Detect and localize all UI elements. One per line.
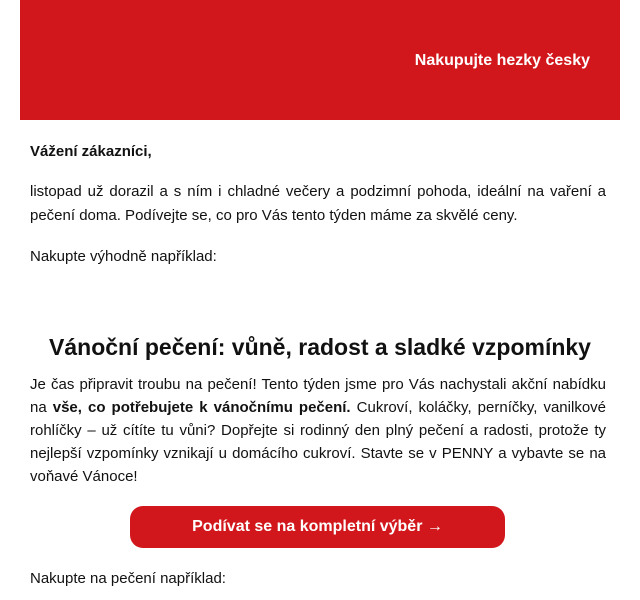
shop-lead-text: Nakupte výhodně například: [30,248,217,265]
baking-lead-text: Nakupte na pečení například: [30,570,226,587]
view-full-selection-button[interactable] [130,506,505,548]
cta-button-label: Podívat se na kompletní výběr → [192,518,443,535]
section-title: Vánoční pečení: vůně, radost a sladké vzpomínky [49,334,591,360]
intro-section [30,143,606,265]
section-body-text-1: Je čas připravit troubu na pečení! Tento týden jsme pro Vás nachystali akční nabídku na [30,376,606,416]
header-banner [20,0,620,120]
section-body-text-2: Cukroví, koláčky, perníčky, vanilkové rohlíčky – už cítíte tu vůni? Dopřejte si rodinný den plný pečení a radosti, protože ty nejlepší vzpomínky vznikají u domácího cukroví. Stavte se v PENNY a vybavte se na voňavé Vánoce! [30,399,606,485]
greeting: Vážení zákazníci, [30,143,152,160]
header-tagline: Nakupujte hezky česky [414,52,590,69]
section-body [30,373,606,488]
section-body-bold: vše, co potřebujete k vánočnímu pečení. [52,399,351,416]
intro-paragraph: listopad už dorazil a s ním i chladné večery a podzimní pohoda, ideální na vaření a pečení doma. Podívejte se, co pro Vás tento týden máme za skvělé ceny. [30,183,606,224]
